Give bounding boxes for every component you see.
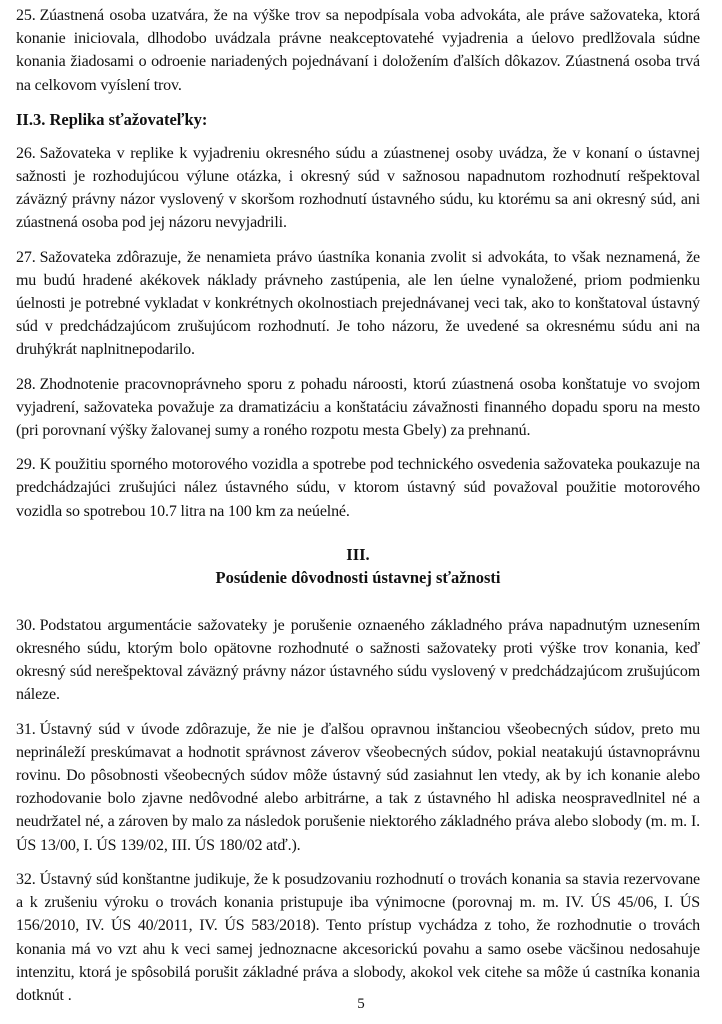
section-title: Posúdenie dôvodnosti ústavnej sťažnosti [215,567,501,587]
paragraph-27 [16,246,700,362]
page-number: 5 [357,996,365,1012]
paragraph-number: 29. [16,456,36,474]
subheading-replika: II.3. Replika sťažovateľky: [16,109,208,129]
paragraph-text: Sažovateka v replike k vyjadreniu okresného súdu a zúastnenej osoby uvádza, že v konaní o ústavnej sažnosti je rozhodujúcou výlune otázka, i okresný súd v sažnosou napadnutom rozhodnutí rešpektoval záväzný právny názor vyslovený v skoršom rozhodnutí ústavného súdu, ku ktorému sa ani okresný súd, ani zúastnená osoba pod jej názoru nevyjadrili. [16,144,700,232]
paragraph-30 [16,614,700,707]
paragraph-31 [16,718,700,857]
paragraph-text: Podstatou argumentácie sažovateky je porušenie oznaeného základného práva napadnutým uznesením okresného súdu, ktorým bolo opätovne rozhodnuté o sažnosti sažovateky proti výške trov konania, keď okresný súd nerešpektoval záväzný právny názor ústavného súdu vyslovený v predchádzajúcom zrušujúcom náleze. [16,616,700,704]
document-page [16,4,700,1018]
paragraph-number: 27. [16,248,36,266]
paragraph-text: Sažovateka zdôrazuje, že nenamieta právo úastníka konania zvolit si advokáta, to však neznamená, že mu budú hradené akékovek náklady právneho zastúpenia, ale len úelne vynaložené, priom podmienku úelnosti je potrebné vykladat v konkrétnych okolnostiach prejednávanej veci tak, ako to konštatoval ústavný súd v predchádzajúcom zrušujúcom rozhodnutí. Je toho názoru, že uvedené sa okresnému súdu ani na druhýkrát naplnitnepodarilo. [16,248,700,359]
paragraph-29 [16,453,700,523]
paragraph-28 [16,373,700,443]
paragraph-text: Ústavný súd konštantne judikuje, že k posudzovaniu rozhodnutí o trovách konania sa stavia rezervovane a k zrušeniu výroku o trovách konania pristupuje iba výnimocne (porovnaj m. m. IV. ÚS 45/06, I. ÚS 156/2010, IV. ÚS 40/2011, IV. ÚS 583/2018). Tento prístup vychádza z toho, že rozhodnutie o trovách konania má vo vzt ahu k veci samej jednoznacne akcesorickú povahu a samo osebe väcšinou nedosahuje intenzitu, ktorá je spôsobilá porušit základné práva a slobody, akokol vek citehe sa môže ú castníka konania dotknút . [16,870,700,1004]
paragraph-number: 25. [16,7,36,24]
paragraph-text: Zhodnotenie pracovnoprávneho sporu z pohadu nároosti, ktorú zúastnená osoba konštatuje vo svojom vyjadrení, sažovateka považuje za dramatizáciu a konštatáciu závažnosti finanného dopadu sporu na mesto (pri porovnaní výšky žalovanej sumy a roného rozpotu mesta Gbely) za prehnanú. [16,375,700,440]
paragraph-text: K použitiu sporného motorového vozidla a spotrebe pod technického osvedenia sažovateka poukazuje na predchádzajúci zrušujúci nález ústavného súdu, v ktorom ústavný súd považoval použitie motorového vozidla so spotrebou 10.7 litra na 100 km za neúelné. [16,456,700,520]
paragraph-text: Ústavný súd v úvode zdôrazuje, že nie je ďalšou opravnou inštanciou všeobecných súdov, preto mu neprináleží preskúmavat a hodnotit správnost záverov všeobecných súdov, pokial neatakujú ústavnoprávnu rovinu. Do pôsobnosti všeobecných súdov môže ústavný súd zasiahnut len vtedy, ak by ich konanie alebo rozhodovanie bolo zjavne nedôvodné alebo arbitrárne, a tak z ústavného hl adiska neospravedlnitel né a neudržatel né, a zároven by malo za následok porušenie niektorého základného práva alebo slobody (m. m. I. ÚS 13/00, I. ÚS 139/02, III. ÚS 180/02 atď.). [16,720,700,854]
paragraph-number: 32. [16,870,36,888]
paragraph-number: 31. [16,720,36,738]
paragraph-number: 26. [16,144,36,162]
paragraph-25 [16,4,700,97]
section-numeral: III. [346,544,370,564]
paragraph-32 [16,868,700,1007]
section-heading [16,543,700,589]
paragraph-26 [16,142,700,235]
paragraph-number: 30. [16,616,36,634]
paragraph-number: 28. [16,375,36,393]
paragraph-text: Zúastnená osoba uzatvára, že na výške trov sa nepodpísala voba advokáta, ale práve sažovateka, ktorá konanie iniciovala, dlhodobo uvádzala právne neakceptovatehé vyjadrenia a úelovo predlžovala súdne konania žiadosami o odroenie nariadených pojednávaní i doložením ďalších dôkazov. Zúastnená osoba trvá na celkovom vyíslení trov. [16,7,700,94]
